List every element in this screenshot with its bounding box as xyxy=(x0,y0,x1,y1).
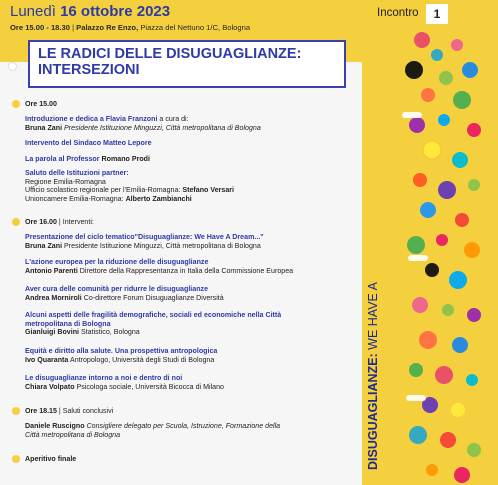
event-date: Lunedì 16 ottobre 2023 xyxy=(10,3,171,20)
event-title xyxy=(28,40,346,88)
title-line-1: LE RADICI DELLE DISUGUAGLIANZE: xyxy=(38,46,302,62)
incontro-number: 1 xyxy=(426,4,448,24)
session-2-time: Ore 16.00 | Interventi: xyxy=(25,218,94,226)
program-item: Intervento del Sindaco Matteo Lepore xyxy=(25,139,152,147)
program-item: Alcuni aspetti delle fragilità demografiche, sociali ed economiche nella Città metropolitana di Bologna Gianluigi Bovini Statistico, Bologna xyxy=(25,311,282,337)
session-bullet xyxy=(12,100,20,108)
session-3-time: Ore 18.15 | Saluti conclusivi xyxy=(25,407,114,415)
closing-item: Aperitivo finale xyxy=(25,455,77,463)
series-vertical-title: DISUGUAGLIANZE: WE HAVE A xyxy=(366,282,380,470)
program-item: Presentazione del ciclo tematico"Disuguaglianze: We Have A Dream..." Bruna Zani Presidente Istituzione Minguzzi, Città metropolitana di Bologna xyxy=(25,233,264,250)
program-item: Aver cura delle comunità per ridurre le disuguaglianze Andrea Morniroli Co-direttore Forum Disuguaglianze Diversità xyxy=(25,285,224,302)
session-bullet xyxy=(12,455,20,463)
decorative-sidebar xyxy=(362,0,498,485)
program-item: Le disuguaglianze intorno a noi e dentro di noi Chiara Volpato Psicologa sociale, Università Bicocca di Milano xyxy=(25,374,224,391)
incontro-label: Incontro xyxy=(377,7,419,19)
title-line-2: INTERSEZIONI xyxy=(38,62,140,78)
program-item: La parola al Professor Romano Prodi xyxy=(25,155,150,163)
program-item: Daniele Ruscigno Consigliere delegato per Scuola, Istruzione, Formazione della Città metropolitana di Bologna xyxy=(25,422,281,439)
title-bullet xyxy=(8,62,17,71)
session-1-time: Ore 15.00 xyxy=(25,100,57,108)
confetti-pattern xyxy=(362,0,498,485)
session-bullet xyxy=(12,218,20,226)
program-item: Introduzione e dedica a Flavia Franzoni a cura di: Bruna Zani Presidente Istituzione Minguzzi, Città metropolitana di Bologna xyxy=(25,115,261,132)
program-item: L'azione europea per la riduzione delle disuguaglianze Antonio Parenti Direttore della Rappresentanza in Italia della Commissione Europea xyxy=(25,258,294,275)
session-bullet xyxy=(12,407,20,415)
program-item: Equità e diritto alla salute. Una prospettiva antropologica Ivo Quaranta Antropologo, Università degli Studi di Bologna xyxy=(25,347,218,364)
event-location: Ore 15.00 - 18.30 | Palazzo Re Enzo, Piazza del Nettuno 1/C, Bologna xyxy=(10,23,251,32)
program-item: Saluto delle Istituzioni partner: Regione Emilia-Romagna Ufficio scolastico regionale per l'Emilia-Romagna: Stefano Versari Unioncamere Emilia-Romagna: Alberto Zambianchi xyxy=(25,169,235,203)
